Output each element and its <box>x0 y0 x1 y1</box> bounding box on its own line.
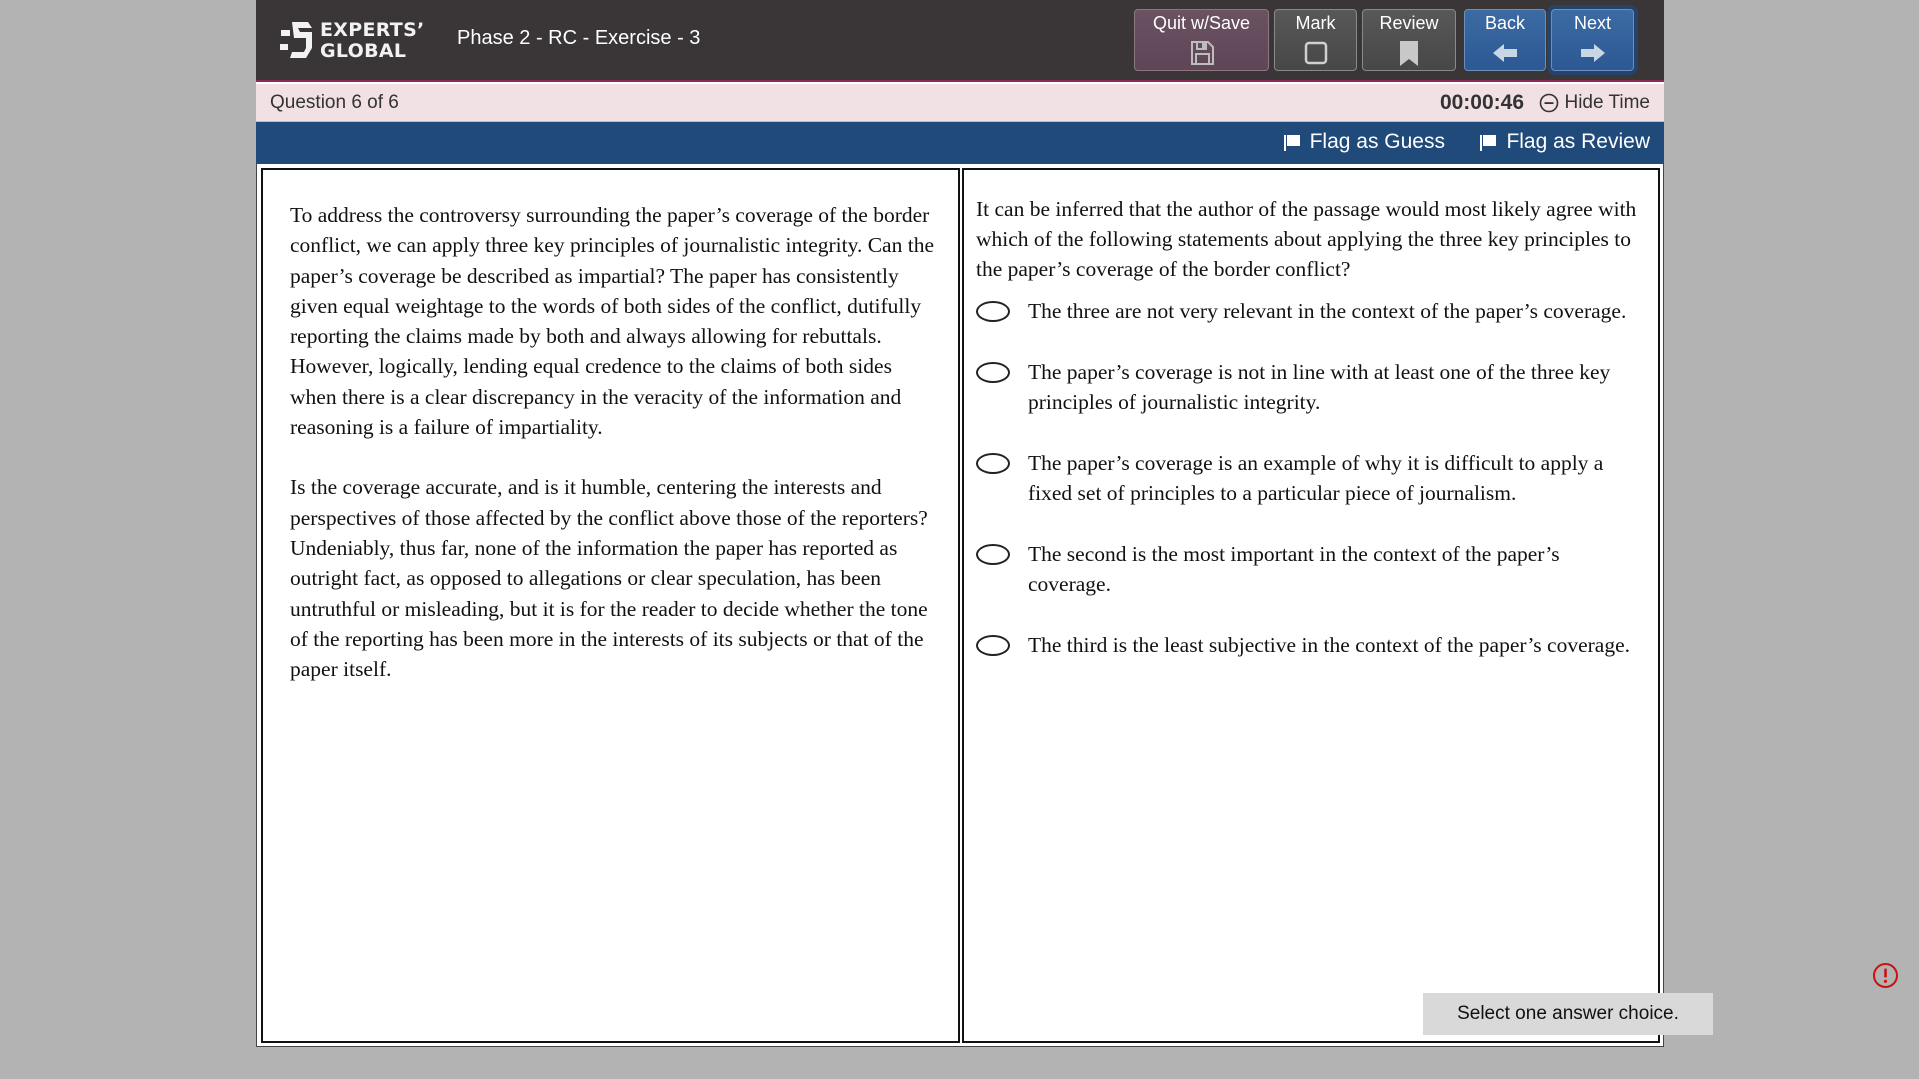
radio-button[interactable] <box>976 635 1010 656</box>
radio-button[interactable] <box>976 362 1010 383</box>
bookmark-icon <box>1395 39 1423 67</box>
choice-text: The paper’s coverage is an example of why it is difficult to apply a fixed set of principles to a particular piece of journalism. <box>1028 451 1604 505</box>
choice-text: The third is the least subjective in the context of the paper’s coverage. <box>1028 633 1630 657</box>
flag-as-review-label: Flag as Review <box>1506 130 1650 153</box>
minus-circle-icon <box>1539 93 1559 113</box>
instruction-label: Select one answer choice. <box>1423 993 1713 1035</box>
passage-paragraph: To address the controversy surrounding the paper’s coverage of the border conflict, we can apply three key principles of journalistic integrity. Can the paper’s coverage be described as impartial? The paper has consistently given equal weightage to the words of both sides of the conflict, dutifully reporting the claims made by both and always allowing for rebuttals. However, logically, lending equal credence to the claims of both sides when there is a clear discrepancy in the veracity of the information and reasoning is a failure of impartiality. <box>290 203 934 440</box>
next-label: Next <box>1573 13 1611 33</box>
next-button[interactable] <box>1551 9 1634 71</box>
answer-choice-a[interactable] <box>976 296 1646 326</box>
mark-button[interactable] <box>1274 9 1357 71</box>
floppy-disk-icon <box>1188 39 1216 67</box>
header-bar <box>256 0 1664 82</box>
flag-as-guess-button[interactable] <box>1282 130 1445 154</box>
choice-text: The paper’s coverage is not in line with at least one of the three key principles of journalistic integrity. <box>1028 360 1611 414</box>
question-stem: It can be inferred that the author of the passage would most likely agree with which of the following statements about applying the three key principles to the paper’s coverage of the border conflict? <box>976 197 1637 281</box>
arrow-right-icon <box>1579 39 1607 67</box>
quit-save-button[interactable] <box>1134 9 1269 71</box>
review-label: Review <box>1379 13 1439 33</box>
test-window <box>256 0 1679 1047</box>
radio-button[interactable] <box>976 453 1010 474</box>
answer-choice-b[interactable] <box>976 357 1646 417</box>
flag-as-guess-label: Flag as Guess <box>1309 130 1445 153</box>
flag-icon <box>1282 132 1302 152</box>
choice-text: The second is the most important in the context of the paper’s coverage. <box>1028 542 1560 596</box>
timer: 00:00:46 <box>1439 91 1524 114</box>
flag-icon <box>1478 132 1498 152</box>
question-counter: Question 6 of 6 <box>270 92 399 113</box>
back-label: Back <box>1484 13 1526 33</box>
logo <box>278 18 425 64</box>
exercise-title: Phase 2 - RC - Exercise - 3 <box>457 27 701 49</box>
mark-label: Mark <box>1295 13 1336 33</box>
hide-time-label: Hide Time <box>1564 92 1650 113</box>
alert-icon[interactable] <box>1872 962 1899 989</box>
checkbox-icon <box>1302 39 1330 67</box>
choice-text: The three are not very relevant in the context of the paper’s coverage. <box>1028 299 1627 323</box>
radio-button[interactable] <box>976 544 1010 565</box>
question-panel <box>962 168 1679 1043</box>
arrow-left-icon <box>1491 39 1519 67</box>
answer-choices <box>976 296 1646 691</box>
quit-save-label: Quit w/Save <box>1152 13 1251 33</box>
review-button[interactable] <box>1362 9 1456 71</box>
logo-line-2: GLOBAL <box>320 40 407 62</box>
passage-paragraph: Is the coverage accurate, and is it humble, centering the interests and perspectives of those affected by the conflict above those of the reporters? Undeniably, thus far, none of the information the paper has reported as outright fact, as opposed to allegations or clear speculation, has been untruthful or misleading, but it is for the reader to decide whether the tone of the reporting has been more in the interests of its subjects or that of the paper itself. <box>290 475 928 682</box>
logo-line-1: EXPERTS’ <box>320 19 425 41</box>
passage-text <box>290 200 940 714</box>
radio-button[interactable] <box>976 301 1010 322</box>
question-status-bar <box>256 84 1664 122</box>
content-area <box>256 164 1679 1047</box>
passage-panel[interactable] <box>261 168 960 1043</box>
answer-choice-c[interactable] <box>976 448 1646 508</box>
logo-text <box>320 20 425 62</box>
answer-choice-e[interactable] <box>976 630 1646 660</box>
experts-global-logo-icon <box>278 18 314 64</box>
answer-choice-d[interactable] <box>976 539 1646 599</box>
flag-as-review-button[interactable] <box>1478 130 1650 154</box>
hide-time-toggle[interactable] <box>1539 92 1650 114</box>
back-button[interactable] <box>1464 9 1546 71</box>
flag-bar <box>256 122 1664 164</box>
